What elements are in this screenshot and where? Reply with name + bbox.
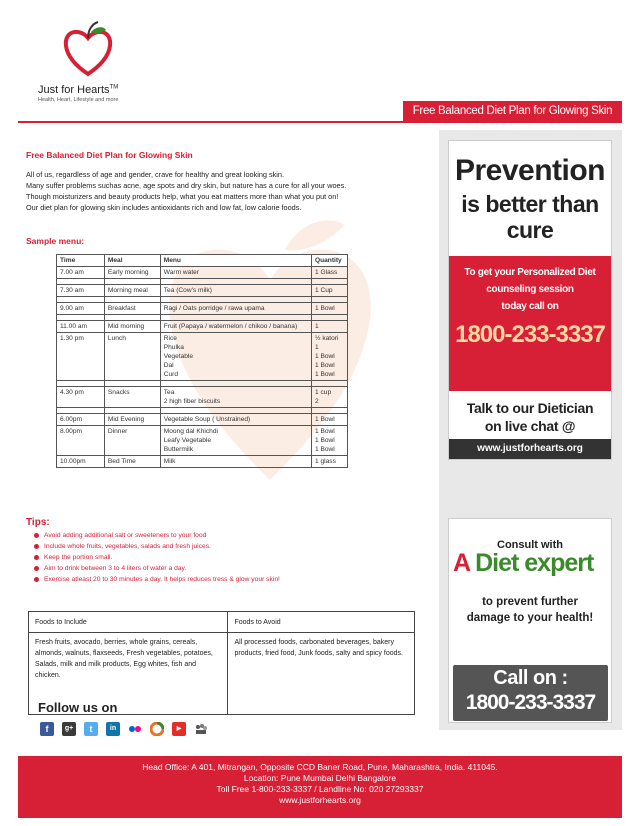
cta-line: counseling session bbox=[486, 284, 574, 295]
cell-menu: Vegetable Soup ( Unstrained) bbox=[160, 414, 311, 426]
foods-include-title: Foods to Include bbox=[29, 612, 228, 633]
footer-website[interactable]: www.justforhearts.org bbox=[279, 795, 361, 805]
heart-apple-logo-icon bbox=[58, 20, 118, 80]
tips-title: Tips: bbox=[26, 517, 50, 528]
google-plus-icon[interactable]: g+ bbox=[62, 722, 76, 736]
cell-time: 8.00pm bbox=[57, 426, 105, 456]
cell-meal: Early morning bbox=[104, 267, 160, 279]
diet-expert-text: Diet expert bbox=[475, 549, 594, 577]
prevent-text bbox=[449, 594, 611, 626]
brand-name: Just for Hearts bbox=[38, 84, 110, 96]
table-row bbox=[57, 414, 348, 426]
table-row bbox=[57, 321, 348, 333]
prevention-subheading-2: cure bbox=[506, 217, 554, 243]
table-row bbox=[29, 612, 415, 633]
cell-time: 4.30 pm bbox=[57, 387, 105, 408]
list-item: Keep the portion small. bbox=[34, 552, 280, 563]
foods-avoid-text: All processed foods, carbonated beverages, bakery products, fried food, Junk foods, salty and spicy foods. bbox=[228, 633, 415, 715]
intro-text bbox=[26, 169, 421, 213]
linkedin-icon[interactable]: in bbox=[106, 722, 120, 736]
list-item: Aim to drink between 3 to 4 liters of water a day. bbox=[34, 563, 280, 574]
flickr-icon[interactable] bbox=[128, 722, 142, 736]
consult-panel bbox=[448, 518, 612, 723]
list-item: Exercise atleast 20 to 30 minutes a day. It helps reduces tress & glow your skin! bbox=[34, 574, 280, 585]
cell-qty: 1 Bowl 1 Bowl 1 Bowl bbox=[311, 426, 347, 456]
cell-time: 6.00pm bbox=[57, 414, 105, 426]
cell-qty: 1 Glass bbox=[311, 267, 347, 279]
cell-meal: Breakfast bbox=[104, 303, 160, 315]
intro-line: Our diet plan for glowing skin includes antioxidants rich and low fat, low calorie foods. bbox=[26, 203, 302, 212]
cell-qty: 1 glass bbox=[311, 456, 347, 468]
footer-locations: Location: Pune Mumbai Delhi Bangalore bbox=[243, 773, 397, 783]
intro-section bbox=[26, 150, 421, 213]
cell-menu: Warm water bbox=[160, 267, 311, 279]
table-header-row bbox=[57, 255, 348, 267]
follow-us-label: Follow us on bbox=[38, 700, 118, 715]
cell-qty: 1 Cup bbox=[311, 285, 347, 297]
cell-qty: 1 bbox=[311, 321, 347, 333]
cell-time: 10.00pm bbox=[57, 456, 105, 468]
header-divider bbox=[18, 121, 622, 123]
call-button[interactable] bbox=[453, 665, 608, 721]
cell-meal: Lunch bbox=[104, 333, 160, 381]
facebook-icon[interactable]: f bbox=[40, 722, 54, 736]
logo[interactable] bbox=[38, 20, 158, 110]
prevent-line: damage to your health! bbox=[466, 612, 594, 624]
talk-line: Talk to our Dietician bbox=[466, 400, 594, 416]
footer bbox=[18, 756, 622, 818]
twitter-icon[interactable]: t bbox=[84, 722, 98, 736]
prevention-panel bbox=[448, 140, 612, 460]
col-header-quantity: Quantity bbox=[311, 255, 347, 267]
prevent-line: to prevent further bbox=[482, 596, 578, 608]
brand-tm: TM bbox=[109, 84, 119, 91]
intro-title: Free Balanced Diet Plan for Glowing Skin bbox=[26, 150, 193, 160]
call-label: Call on : bbox=[493, 667, 568, 689]
cell-qty: ½ katori 1 1 Bowl 1 Bowl 1 Bowl bbox=[311, 333, 347, 381]
cell-meal: Snacks bbox=[104, 387, 160, 408]
talk-text bbox=[449, 391, 611, 435]
cta-line: To get your Personalized Diet bbox=[464, 267, 596, 278]
cell-meal: Mid morning bbox=[104, 321, 160, 333]
diet-expert-heading bbox=[453, 549, 613, 578]
youtube-icon[interactable]: ▶ bbox=[172, 722, 186, 736]
cell-menu: Milk bbox=[160, 456, 311, 468]
prevention-subheading: is better than bbox=[461, 191, 599, 217]
intro-line: All of us, regardless of age and gender, crave for healthy and great looking skin. bbox=[26, 170, 284, 179]
col-header-time: Time bbox=[57, 255, 105, 267]
header-ribbon: Free Balanced Diet Plan for Glowing Skin bbox=[403, 101, 622, 121]
cell-qty: 1 cup 2 bbox=[311, 387, 347, 408]
cell-qty: 1 Bowl bbox=[311, 303, 347, 315]
cell-menu: Ragi / Oats porridge / rawa upama bbox=[160, 303, 311, 315]
social-icons bbox=[40, 722, 208, 736]
cell-meal: Dinner bbox=[104, 426, 160, 456]
cell-menu: Tea (Cow's milk) bbox=[160, 285, 311, 297]
list-item: Include whole fruits, vegetables, salads and fresh juices. bbox=[34, 541, 280, 552]
consult-label: Consult with bbox=[497, 539, 563, 551]
tips-list bbox=[34, 530, 280, 585]
table-row bbox=[57, 267, 348, 279]
sample-menu-table bbox=[56, 254, 348, 468]
foods-include-text: Fresh fruits, avocado, berries, whole grains, cereals, almonds, walnuts, flaxseeds, Fresh vegetables, potatoes, Salads, milk and milk products, Egg whites, fish and chicken. bbox=[29, 633, 228, 715]
cell-menu: Tea 2 high fiber biscuits bbox=[160, 387, 311, 408]
picasa-icon[interactable] bbox=[150, 722, 164, 736]
foods-avoid-title: Foods to Avoid bbox=[228, 612, 415, 633]
website-link[interactable]: www.justforhearts.org bbox=[449, 439, 611, 459]
call-phone: 1800-233-3337 bbox=[465, 691, 596, 714]
intro-line: Though moisturizers and beauty products help, what you eat matters more than what you put on! bbox=[26, 192, 339, 201]
table-row bbox=[57, 285, 348, 297]
cell-time: 7.00 am bbox=[57, 267, 105, 279]
cell-menu: Fruit (Papaya / watermelon / chikoo / banana) bbox=[160, 321, 311, 333]
intro-line: Many suffer problems suchas acne, age spots and dry skin, but nature has a cure for all your woes. bbox=[26, 181, 347, 190]
diet-a: A bbox=[453, 549, 470, 577]
talk-line: on live chat @ bbox=[484, 418, 576, 434]
col-header-meal: Meal bbox=[104, 255, 160, 267]
prevention-heading: Prevention bbox=[454, 154, 606, 187]
cell-time: 7.30 am bbox=[57, 285, 105, 297]
table-row bbox=[57, 303, 348, 315]
sample-menu-title: Sample menu: bbox=[26, 236, 85, 246]
footer-address: Head Office: A 401, Mitrangan, Opposite CCD Baner Road, Pune, Maharashtra, India. 411045. bbox=[142, 762, 498, 772]
cell-meal: Bed Time bbox=[104, 456, 160, 468]
cta-phone[interactable]: 1800-233-3337 bbox=[455, 321, 605, 348]
cell-time: 1.30 pm bbox=[57, 333, 105, 381]
table-row bbox=[57, 456, 348, 468]
cell-menu: Moong dal Khichdi Leafy Vegetable Buttermilk bbox=[160, 426, 311, 456]
cell-meal: Morning meal bbox=[104, 285, 160, 297]
myspace-icon[interactable] bbox=[194, 722, 208, 736]
cell-time: 11.00 am bbox=[57, 321, 105, 333]
table-row bbox=[57, 387, 348, 408]
cta-line: today call on bbox=[501, 301, 559, 312]
table-row bbox=[57, 333, 348, 381]
table-row bbox=[57, 426, 348, 456]
list-item: Avoid adding additional salt or sweeteners to your food bbox=[34, 530, 280, 541]
cta-box bbox=[449, 256, 611, 391]
cell-menu: Rice Phulka Vegetable Dal Curd bbox=[160, 333, 311, 381]
cell-time: 9.00 am bbox=[57, 303, 105, 315]
cell-qty: 1 Bowl bbox=[311, 414, 347, 426]
cell-meal: Mid Evening bbox=[104, 414, 160, 426]
footer-phone: Toll Free 1-800-233-3337 / Landline No: 020 27293337 bbox=[216, 784, 424, 794]
col-header-menu: Menu bbox=[160, 255, 311, 267]
brand-tagline: Health, Heart, Lifestyle and more bbox=[38, 97, 119, 103]
